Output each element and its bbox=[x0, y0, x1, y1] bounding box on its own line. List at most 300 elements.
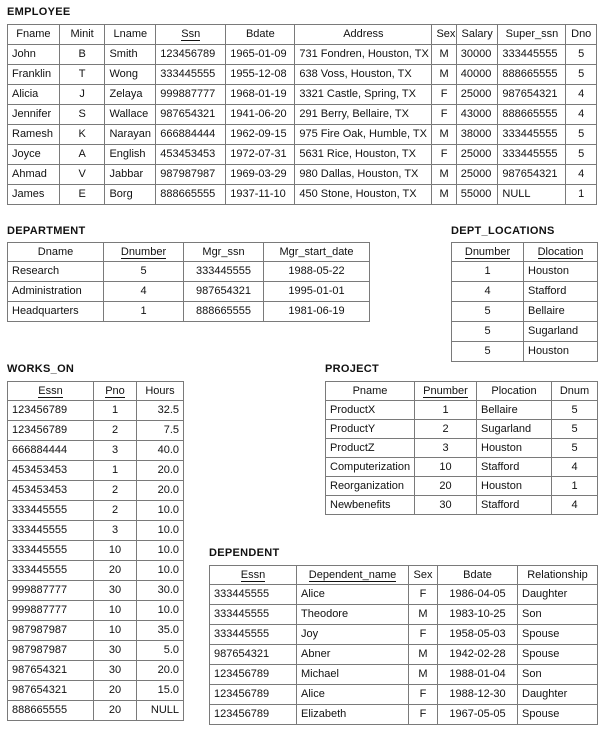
works-on-cell-essn: 453453453 bbox=[8, 461, 94, 481]
employee-col-label: Address bbox=[343, 28, 384, 40]
employee-cell-ssn: 987654321 bbox=[156, 105, 226, 125]
department-cell-mgr-ssn: 333445555 bbox=[184, 262, 264, 282]
table-row bbox=[452, 282, 598, 302]
employee-cell-bdate: 1962-09-15 bbox=[226, 125, 295, 145]
table-row bbox=[8, 481, 184, 501]
dependent-cell-sex: F bbox=[409, 685, 438, 705]
employee-cell-bdate: 1955-12-08 bbox=[226, 65, 295, 85]
project-cell-pnumber: 3 bbox=[415, 439, 477, 458]
dependent-cell-dependent-name: Alice bbox=[297, 585, 409, 605]
employee-cell-bdate: 1969-03-29 bbox=[226, 165, 295, 185]
works-on-cell-pno: 2 bbox=[94, 421, 137, 441]
project-col-label: Dnum bbox=[559, 385, 590, 397]
works-on-cell-pno: 20 bbox=[94, 681, 137, 701]
employee-cell-salary: 43000 bbox=[456, 105, 498, 125]
employee-col-minit bbox=[59, 25, 105, 45]
works-on-cell-essn: 987987987 bbox=[8, 621, 94, 641]
project-cell-pname: Computerization bbox=[326, 458, 415, 477]
table-row bbox=[8, 461, 184, 481]
dept-locations-cell-dnumber: 1 bbox=[452, 262, 524, 282]
dependent-cell-essn: 333445555 bbox=[210, 625, 297, 645]
project-cell-dnum: 1 bbox=[552, 477, 598, 496]
table-row bbox=[8, 601, 184, 621]
dept-locations-cell-dnumber: 5 bbox=[452, 342, 524, 362]
department-cell-dname: Headquarters bbox=[8, 302, 104, 322]
works-on-cell-hours: 10.0 bbox=[137, 601, 184, 621]
employee-cell-bdate: 1972-07-31 bbox=[226, 145, 295, 165]
employee-col-label: Lname bbox=[113, 28, 148, 40]
project-cell-pname: Reorganization bbox=[326, 477, 415, 496]
table-row bbox=[326, 439, 598, 458]
employee-cell-salary: 25000 bbox=[456, 165, 498, 185]
works-on-cell-essn: 999887777 bbox=[8, 601, 94, 621]
department-col-label: Mgr_start_date bbox=[279, 246, 354, 258]
dependent-col-essn bbox=[210, 566, 297, 585]
employee-cell-lname: English bbox=[105, 145, 156, 165]
dependent-table bbox=[209, 565, 598, 725]
employee-cell-lname: Wong bbox=[105, 65, 156, 85]
project-cell-plocation: Houston bbox=[477, 477, 552, 496]
department-title: DEPARTMENT bbox=[7, 225, 86, 237]
table-row bbox=[210, 585, 598, 605]
dept-locations-col-label: Dlocation bbox=[537, 246, 584, 258]
department-col-label: Dnumber bbox=[120, 246, 167, 258]
table-row bbox=[8, 302, 370, 322]
dependent-cell-bdate: 1983-10-25 bbox=[438, 605, 518, 625]
employee-col-salary bbox=[456, 25, 498, 45]
table-row bbox=[210, 685, 598, 705]
table-row bbox=[210, 605, 598, 625]
employee-cell-salary: 38000 bbox=[456, 125, 498, 145]
works-on-cell-essn: 987654321 bbox=[8, 661, 94, 681]
department-col-label: Mgr_ssn bbox=[202, 246, 245, 258]
department-col-dname bbox=[8, 243, 104, 262]
employee-col-label: Salary bbox=[461, 28, 493, 40]
project-cell-dnum: 4 bbox=[552, 458, 598, 477]
works-on-cell-pno: 2 bbox=[94, 501, 137, 521]
dependent-cell-sex: M bbox=[409, 605, 438, 625]
employee-cell-address: 5631 Rice, Houston, TX bbox=[295, 145, 432, 165]
employee-cell-sex: M bbox=[432, 45, 456, 65]
dependent-header-row bbox=[210, 566, 598, 585]
employee-cell-ssn: 666884444 bbox=[156, 125, 226, 145]
employee-cell-lname: Narayan bbox=[105, 125, 156, 145]
employee-col-label: Minit bbox=[70, 28, 94, 40]
table-row bbox=[8, 561, 184, 581]
employee-col-dno bbox=[566, 25, 597, 45]
employee-cell-lname: Wallace bbox=[105, 105, 156, 125]
works-on-cell-hours: 20.0 bbox=[137, 661, 184, 681]
employee-cell-address: 731 Fondren, Houston, TX bbox=[295, 45, 432, 65]
employee-cell-bdate: 1965-01-09 bbox=[226, 45, 295, 65]
employee-cell-minit: B bbox=[59, 45, 105, 65]
dept-locations-col-dnumber bbox=[452, 243, 524, 262]
works-on-cell-hours: 15.0 bbox=[137, 681, 184, 701]
table-row bbox=[210, 645, 598, 665]
dependent-col-label: Dependent_name bbox=[308, 569, 397, 581]
dependent-cell-essn: 123456789 bbox=[210, 685, 297, 705]
employee-cell-ssn: 888665555 bbox=[156, 185, 226, 205]
project-cell-pnumber: 1 bbox=[415, 401, 477, 420]
dependent-body bbox=[210, 585, 598, 725]
table-row bbox=[326, 401, 598, 420]
dependent-cell-dependent-name: Alice bbox=[297, 685, 409, 705]
employee-cell-super-ssn: 888665555 bbox=[498, 65, 566, 85]
department-header-row bbox=[8, 243, 370, 262]
table-row bbox=[8, 282, 370, 302]
works-on-cell-pno: 10 bbox=[94, 621, 137, 641]
dept-locations-col-dlocation bbox=[524, 243, 598, 262]
dept-locations-title: DEPT_LOCATIONS bbox=[451, 225, 555, 237]
employee-cell-lname: Borg bbox=[105, 185, 156, 205]
works-on-col-hours bbox=[137, 382, 184, 401]
dependent-cell-relationship: Daughter bbox=[518, 685, 598, 705]
table-row bbox=[452, 302, 598, 322]
employee-col-label: Sex bbox=[436, 28, 456, 40]
employee-cell-salary: 40000 bbox=[456, 65, 498, 85]
project-cell-pname: ProductY bbox=[326, 420, 415, 439]
project-body bbox=[326, 401, 598, 515]
department-body bbox=[8, 262, 370, 322]
works-on-cell-hours: 7.5 bbox=[137, 421, 184, 441]
project-col-label: Pnumber bbox=[423, 385, 468, 397]
table-row bbox=[8, 421, 184, 441]
works-on-cell-pno: 30 bbox=[94, 661, 137, 681]
table-row bbox=[8, 165, 597, 185]
works-on-body bbox=[8, 401, 184, 721]
dependent-cell-bdate: 1986-04-05 bbox=[438, 585, 518, 605]
employee-cell-fname: Ahmad bbox=[8, 165, 60, 185]
dept-locations-body bbox=[452, 262, 598, 362]
dependent-header bbox=[210, 566, 598, 585]
table-row bbox=[8, 185, 597, 205]
project-col-dnum bbox=[552, 382, 598, 401]
works-on-cell-hours: 20.0 bbox=[137, 461, 184, 481]
dependent-title: DEPENDENT bbox=[209, 547, 280, 559]
dept-locations-cell-dnumber: 5 bbox=[452, 302, 524, 322]
department-cell-dname: Research bbox=[8, 262, 104, 282]
dependent-cell-sex: F bbox=[409, 585, 438, 605]
table-row bbox=[326, 496, 598, 515]
employee-cell-address: 3321 Castle, Spring, TX bbox=[295, 85, 432, 105]
works-on-cell-essn: 333445555 bbox=[8, 501, 94, 521]
employee-cell-salary: 55000 bbox=[456, 185, 498, 205]
table-row bbox=[452, 342, 598, 362]
dependent-cell-sex: F bbox=[409, 705, 438, 725]
employee-cell-sex: M bbox=[432, 185, 456, 205]
works-on-cell-essn: 123456789 bbox=[8, 421, 94, 441]
employee-cell-fname: Franklin bbox=[8, 65, 60, 85]
works-on-cell-essn: 666884444 bbox=[8, 441, 94, 461]
dependent-cell-bdate: 1958-05-03 bbox=[438, 625, 518, 645]
project-col-pname bbox=[326, 382, 415, 401]
table-row bbox=[326, 420, 598, 439]
employee-cell-minit: S bbox=[59, 105, 105, 125]
project-cell-dnum: 5 bbox=[552, 420, 598, 439]
employee-cell-fname: Alicia bbox=[8, 85, 60, 105]
employee-cell-minit: K bbox=[59, 125, 105, 145]
works-on-cell-essn: 333445555 bbox=[8, 541, 94, 561]
dependent-cell-relationship: Son bbox=[518, 665, 598, 685]
employee-cell-sex: F bbox=[432, 85, 456, 105]
works-on-cell-hours: 40.0 bbox=[137, 441, 184, 461]
project-col-plocation bbox=[477, 382, 552, 401]
employee-cell-dno: 4 bbox=[566, 165, 597, 185]
dept-locations-cell-dlocation: Bellaire bbox=[524, 302, 598, 322]
dependent-col-label: Bdate bbox=[463, 569, 492, 581]
works-on-cell-hours: 30.0 bbox=[137, 581, 184, 601]
department-cell-dname: Administration bbox=[8, 282, 104, 302]
table-row bbox=[8, 681, 184, 701]
works-on-cell-essn: 333445555 bbox=[8, 521, 94, 541]
dependent-col-bdate bbox=[438, 566, 518, 585]
works-on-table bbox=[7, 381, 184, 721]
employee-cell-dno: 5 bbox=[566, 45, 597, 65]
works-on-col-essn bbox=[8, 382, 94, 401]
department-col-dnumber bbox=[104, 243, 184, 262]
employee-cell-minit: E bbox=[59, 185, 105, 205]
table-row bbox=[8, 145, 597, 165]
table-row bbox=[8, 125, 597, 145]
employee-cell-dno: 4 bbox=[566, 85, 597, 105]
table-row bbox=[326, 458, 598, 477]
department-cell-mgr-start-date: 1995-01-01 bbox=[264, 282, 370, 302]
employee-cell-bdate: 1941-06-20 bbox=[226, 105, 295, 125]
employee-col-label: Fname bbox=[16, 28, 51, 40]
table-row bbox=[8, 105, 597, 125]
project-cell-plocation: Stafford bbox=[477, 496, 552, 515]
works-on-col-label: Pno bbox=[105, 385, 125, 397]
project-title: PROJECT bbox=[325, 363, 380, 375]
dept-locations-header-row bbox=[452, 243, 598, 262]
dependent-cell-relationship: Daughter bbox=[518, 585, 598, 605]
dept-locations-table bbox=[451, 242, 598, 362]
project-cell-plocation: Stafford bbox=[477, 458, 552, 477]
project-header-row bbox=[326, 382, 598, 401]
department-cell-dnumber: 1 bbox=[104, 302, 184, 322]
employee-cell-super-ssn: 333445555 bbox=[498, 125, 566, 145]
employee-cell-salary: 30000 bbox=[456, 45, 498, 65]
department-cell-mgr-start-date: 1988-05-22 bbox=[264, 262, 370, 282]
employee-col-label: Bdate bbox=[245, 28, 275, 40]
works-on-cell-pno: 3 bbox=[94, 441, 137, 461]
table-row bbox=[8, 521, 184, 541]
employee-table bbox=[7, 24, 597, 205]
project-cell-dnum: 5 bbox=[552, 439, 598, 458]
works-on-cell-pno: 20 bbox=[94, 701, 137, 721]
table-row bbox=[8, 441, 184, 461]
table-row bbox=[8, 661, 184, 681]
works-on-cell-pno: 10 bbox=[94, 541, 137, 561]
department-col-mgr-start-date bbox=[264, 243, 370, 262]
dept-locations-cell-dnumber: 4 bbox=[452, 282, 524, 302]
dept-locations-header bbox=[452, 243, 598, 262]
project-cell-pnumber: 20 bbox=[415, 477, 477, 496]
employee-col-sex bbox=[432, 25, 456, 45]
dependent-cell-essn: 333445555 bbox=[210, 605, 297, 625]
employee-cell-sex: M bbox=[432, 125, 456, 145]
dependent-col-dependent-name bbox=[297, 566, 409, 585]
table-row bbox=[8, 85, 597, 105]
department-col-mgr-ssn bbox=[184, 243, 264, 262]
employee-cell-salary: 25000 bbox=[456, 85, 498, 105]
dept-locations-cell-dlocation: Houston bbox=[524, 342, 598, 362]
dependent-cell-dependent-name: Elizabeth bbox=[297, 705, 409, 725]
employee-cell-address: 450 Stone, Houston, TX bbox=[295, 185, 432, 205]
dependent-cell-relationship: Son bbox=[518, 605, 598, 625]
table-row bbox=[8, 581, 184, 601]
works-on-cell-essn: 987987987 bbox=[8, 641, 94, 661]
employee-cell-minit: J bbox=[59, 85, 105, 105]
table-row bbox=[8, 641, 184, 661]
dependent-cell-dependent-name: Michael bbox=[297, 665, 409, 685]
project-cell-pnumber: 30 bbox=[415, 496, 477, 515]
table-row bbox=[452, 322, 598, 342]
works-on-cell-pno: 20 bbox=[94, 561, 137, 581]
works-on-cell-pno: 2 bbox=[94, 481, 137, 501]
employee-cell-fname: Jennifer bbox=[8, 105, 60, 125]
employee-cell-ssn: 333445555 bbox=[156, 65, 226, 85]
table-row bbox=[8, 541, 184, 561]
dependent-cell-dependent-name: Joy bbox=[297, 625, 409, 645]
table-row bbox=[210, 665, 598, 685]
employee-col-bdate bbox=[226, 25, 295, 45]
employee-cell-super-ssn: 987654321 bbox=[498, 85, 566, 105]
dependent-col-sex bbox=[409, 566, 438, 585]
dependent-cell-bdate: 1942-02-28 bbox=[438, 645, 518, 665]
dependent-cell-essn: 333445555 bbox=[210, 585, 297, 605]
works-on-cell-hours: 10.0 bbox=[137, 501, 184, 521]
table-row bbox=[210, 705, 598, 725]
project-table bbox=[325, 381, 598, 515]
employee-cell-fname: John bbox=[8, 45, 60, 65]
dependent-cell-sex: M bbox=[409, 665, 438, 685]
employee-cell-super-ssn: 333445555 bbox=[498, 45, 566, 65]
project-cell-dnum: 4 bbox=[552, 496, 598, 515]
table-row bbox=[210, 625, 598, 645]
employee-col-address bbox=[295, 25, 432, 45]
employee-cell-lname: Smith bbox=[105, 45, 156, 65]
table-row bbox=[8, 65, 597, 85]
works-on-col-label: Essn bbox=[38, 385, 63, 397]
employee-cell-super-ssn: 333445555 bbox=[498, 145, 566, 165]
works-on-title: WORKS_ON bbox=[7, 363, 75, 375]
employee-cell-dno: 5 bbox=[566, 145, 597, 165]
works-on-cell-hours: 10.0 bbox=[137, 541, 184, 561]
dependent-cell-dependent-name: Theodore bbox=[297, 605, 409, 625]
table-row bbox=[8, 701, 184, 721]
employee-cell-lname: Jabbar bbox=[105, 165, 156, 185]
dependent-cell-bdate: 1988-12-30 bbox=[438, 685, 518, 705]
employee-cell-sex: F bbox=[432, 105, 456, 125]
works-on-col-label: Hours bbox=[145, 385, 175, 397]
works-on-cell-hours: 20.0 bbox=[137, 481, 184, 501]
dept-locations-cell-dlocation: Stafford bbox=[524, 282, 598, 302]
employee-cell-dno: 5 bbox=[566, 125, 597, 145]
employee-body bbox=[8, 45, 597, 205]
works-on-header-row bbox=[8, 382, 184, 401]
project-cell-dnum: 5 bbox=[552, 401, 598, 420]
dependent-col-label: Sex bbox=[413, 569, 433, 581]
works-on-cell-hours: 10.0 bbox=[137, 561, 184, 581]
employee-cell-dno: 4 bbox=[566, 105, 597, 125]
works-on-cell-hours: 35.0 bbox=[137, 621, 184, 641]
works-on-cell-hours: NULL bbox=[137, 701, 184, 721]
employee-col-lname bbox=[105, 25, 156, 45]
employee-cell-super-ssn: NULL bbox=[498, 185, 566, 205]
employee-cell-sex: M bbox=[432, 65, 456, 85]
works-on-cell-pno: 1 bbox=[94, 401, 137, 421]
works-on-col-pno bbox=[94, 382, 137, 401]
table-row bbox=[8, 501, 184, 521]
project-cell-pname: Newbenefits bbox=[326, 496, 415, 515]
table-row bbox=[8, 262, 370, 282]
department-cell-mgr-start-date: 1981-06-19 bbox=[264, 302, 370, 322]
employee-col-fname bbox=[8, 25, 60, 45]
employee-cell-sex: F bbox=[432, 145, 456, 165]
employee-cell-minit: A bbox=[59, 145, 105, 165]
employee-cell-lname: Zelaya bbox=[105, 85, 156, 105]
employee-cell-super-ssn: 888665555 bbox=[498, 105, 566, 125]
employee-col-ssn bbox=[156, 25, 226, 45]
department-table bbox=[7, 242, 370, 322]
project-col-label: Plocation bbox=[491, 385, 537, 397]
works-on-cell-pno: 3 bbox=[94, 521, 137, 541]
dependent-cell-essn: 123456789 bbox=[210, 705, 297, 725]
project-cell-plocation: Houston bbox=[477, 439, 552, 458]
employee-header bbox=[8, 25, 597, 45]
employee-cell-address: 638 Voss, Houston, TX bbox=[295, 65, 432, 85]
employee-cell-salary: 25000 bbox=[456, 145, 498, 165]
employee-cell-bdate: 1968-01-19 bbox=[226, 85, 295, 105]
dept-locations-cell-dlocation: Houston bbox=[524, 262, 598, 282]
employee-cell-minit: V bbox=[59, 165, 105, 185]
works-on-cell-hours: 5.0 bbox=[137, 641, 184, 661]
employee-title: EMPLOYEE bbox=[7, 6, 71, 18]
dependent-col-relationship bbox=[518, 566, 598, 585]
works-on-cell-hours: 10.0 bbox=[137, 521, 184, 541]
employee-cell-bdate: 1937-11-10 bbox=[226, 185, 295, 205]
works-on-cell-hours: 32.5 bbox=[137, 401, 184, 421]
works-on-cell-essn: 987654321 bbox=[8, 681, 94, 701]
dependent-cell-relationship: Spouse bbox=[518, 705, 598, 725]
employee-cell-minit: T bbox=[59, 65, 105, 85]
project-cell-plocation: Bellaire bbox=[477, 401, 552, 420]
project-cell-pname: ProductZ bbox=[326, 439, 415, 458]
employee-cell-ssn: 453453453 bbox=[156, 145, 226, 165]
works-on-cell-essn: 999887777 bbox=[8, 581, 94, 601]
employee-cell-super-ssn: 987654321 bbox=[498, 165, 566, 185]
department-cell-dnumber: 5 bbox=[104, 262, 184, 282]
dependent-cell-essn: 987654321 bbox=[210, 645, 297, 665]
employee-cell-ssn: 123456789 bbox=[156, 45, 226, 65]
employee-header-row bbox=[8, 25, 597, 45]
dept-locations-col-label: Dnumber bbox=[464, 246, 511, 258]
dependent-cell-relationship: Spouse bbox=[518, 645, 598, 665]
works-on-cell-pno: 30 bbox=[94, 641, 137, 661]
table-row bbox=[8, 45, 597, 65]
dependent-cell-bdate: 1988-01-04 bbox=[438, 665, 518, 685]
project-cell-pnumber: 2 bbox=[415, 420, 477, 439]
dependent-cell-dependent-name: Abner bbox=[297, 645, 409, 665]
department-header bbox=[8, 243, 370, 262]
department-cell-dnumber: 4 bbox=[104, 282, 184, 302]
works-on-cell-pno: 30 bbox=[94, 581, 137, 601]
department-cell-mgr-ssn: 888665555 bbox=[184, 302, 264, 322]
employee-col-super-ssn bbox=[498, 25, 566, 45]
table-row bbox=[452, 262, 598, 282]
works-on-cell-essn: 123456789 bbox=[8, 401, 94, 421]
